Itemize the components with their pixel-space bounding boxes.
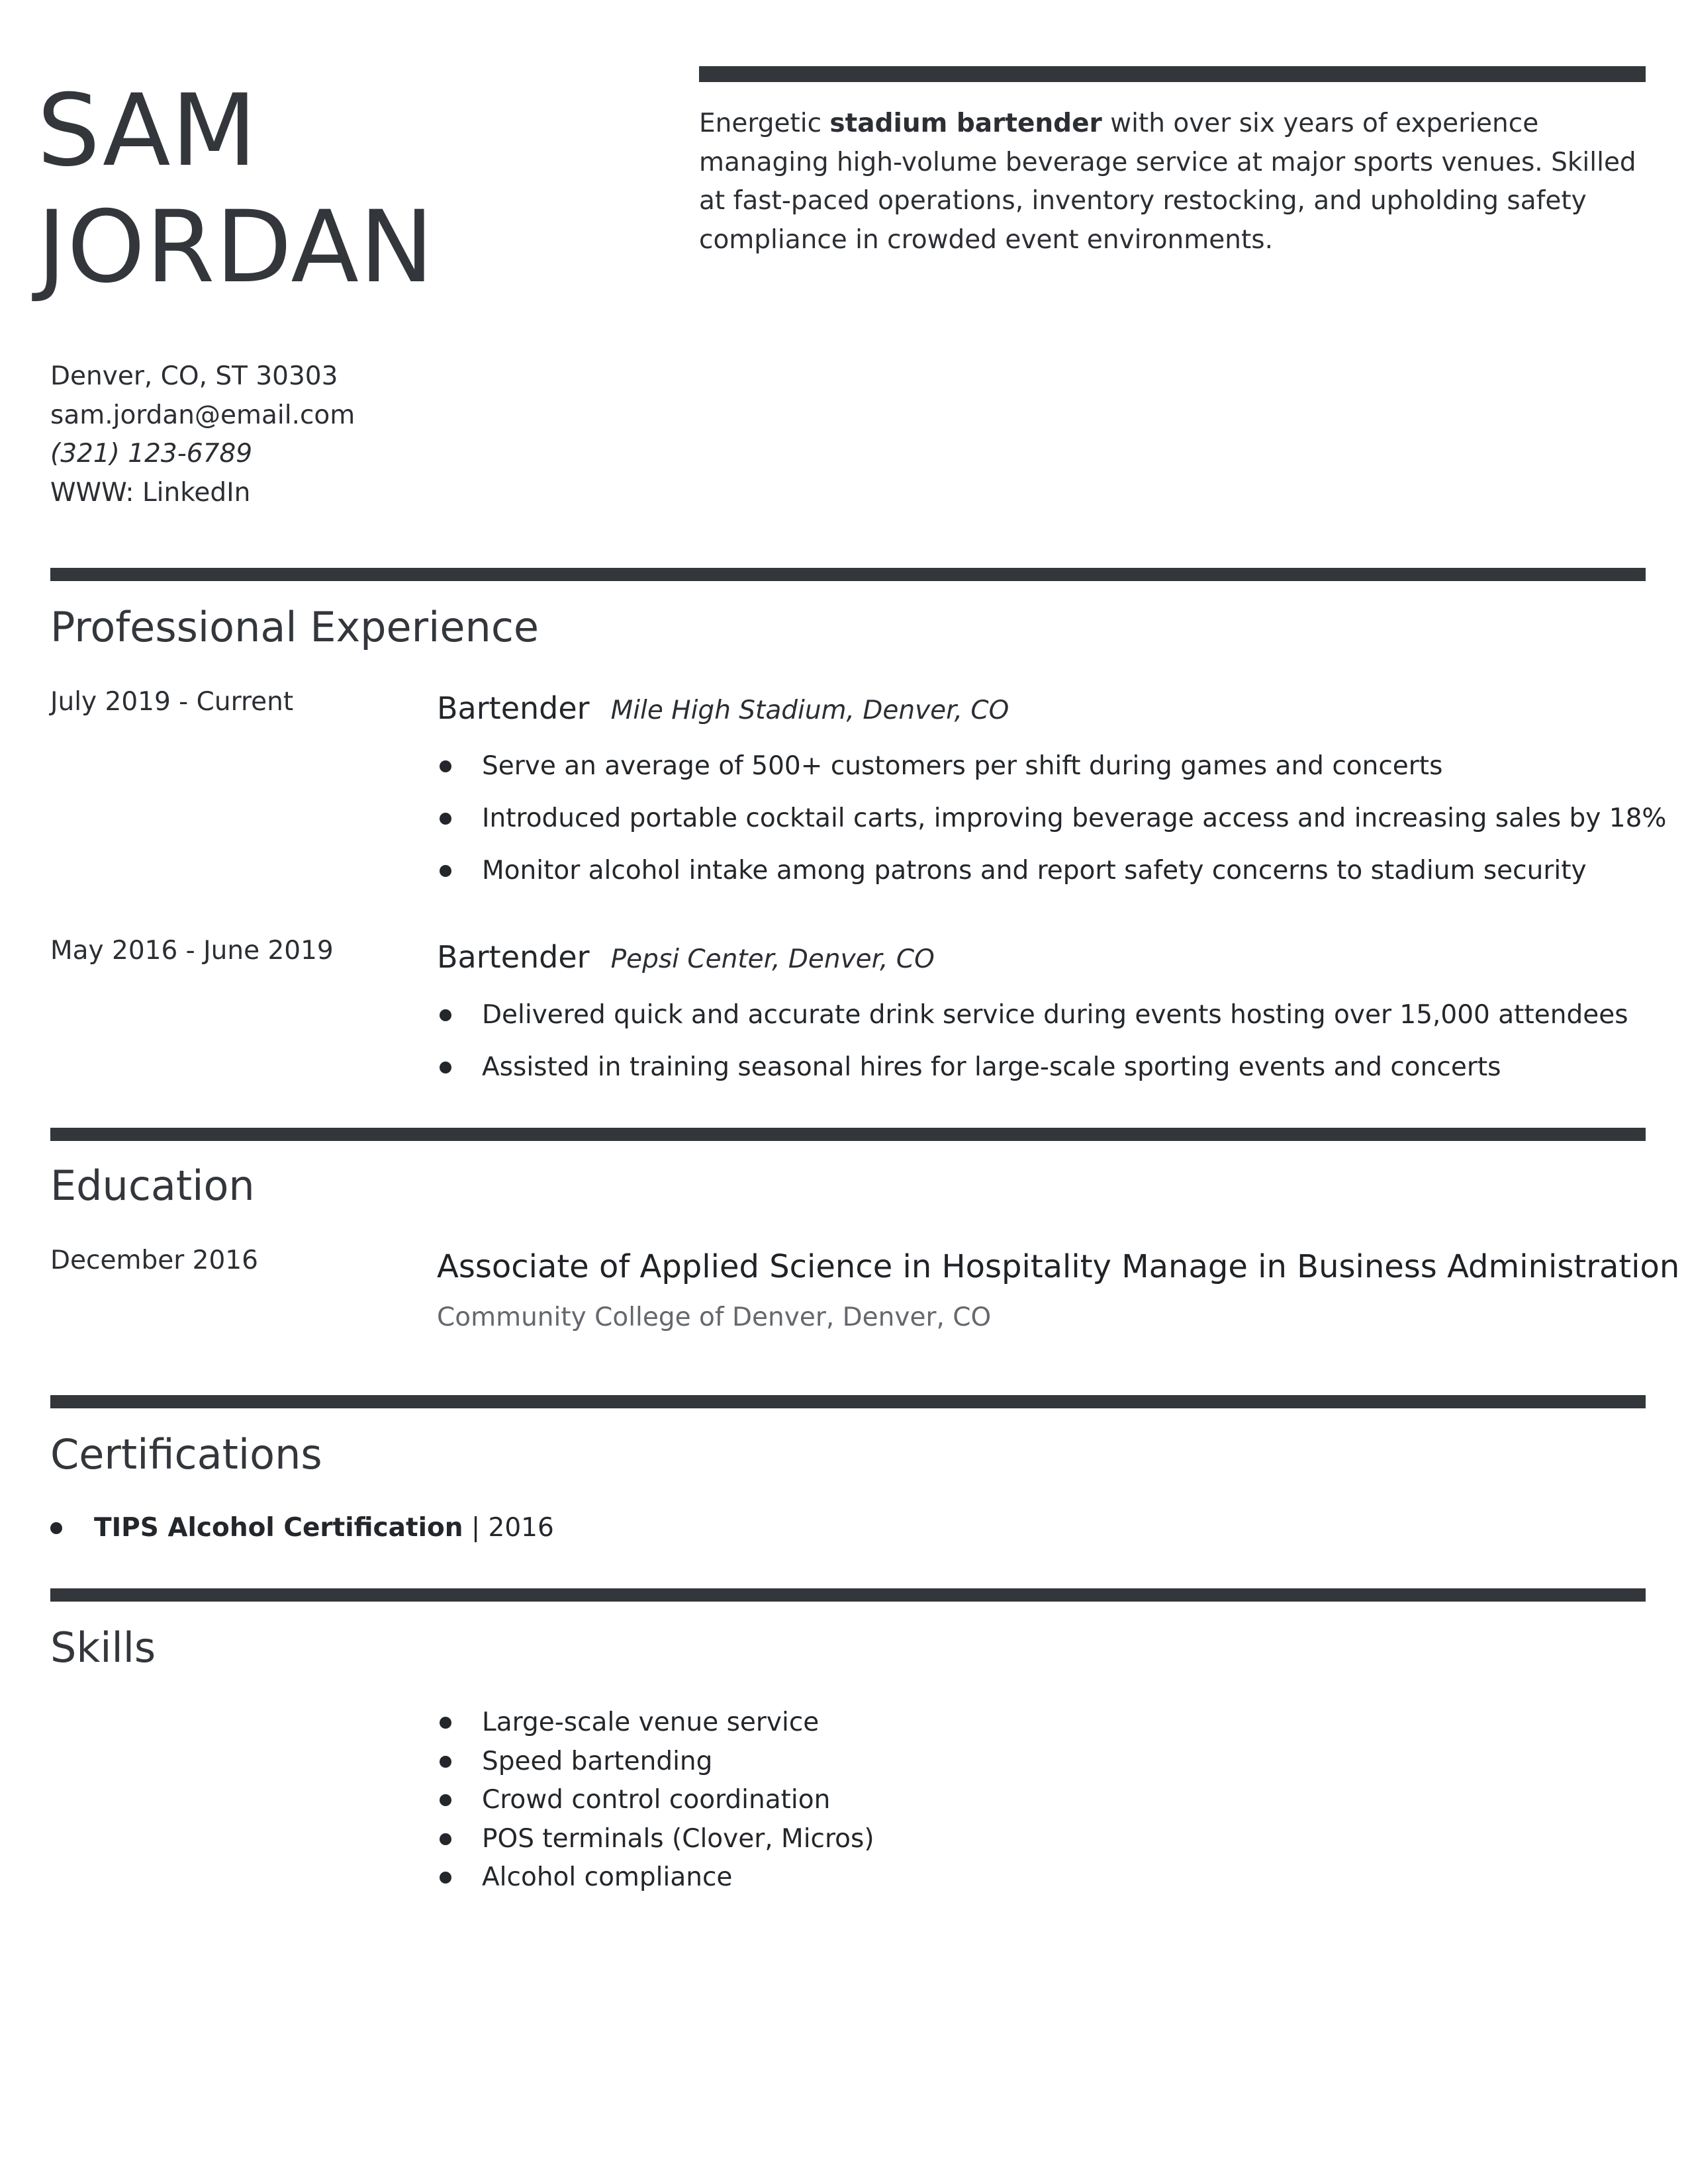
list-item: POS terminals (Clover, Micros) xyxy=(437,1820,1655,1859)
job-2-header xyxy=(437,937,935,979)
skills-rule xyxy=(50,1588,1646,1602)
list-item: Speed bartending xyxy=(437,1743,1655,1782)
contact-website: WWW: LinkedIn xyxy=(50,477,251,508)
summary-top-rule xyxy=(699,66,1646,82)
job-1-role: Bartender xyxy=(437,690,590,726)
list-item: Monitor alcohol intake among patrons and report safety concerns to stadium security xyxy=(437,844,1655,897)
job-2-organization: Pepsi Center, Denver, CO xyxy=(610,944,935,974)
experience-section-title: Professional Experience xyxy=(50,603,539,651)
list-item: Crowd control coordination xyxy=(437,1781,1655,1820)
job-1-header xyxy=(437,688,1009,731)
experience-rule xyxy=(50,568,1646,581)
job-2-dates: May 2016 - June 2019 xyxy=(50,936,334,966)
contact-info xyxy=(50,357,646,512)
education-date: December 2016 xyxy=(50,1246,258,1275)
summary-intro: Energetic xyxy=(699,109,830,138)
education-degree: Associate of Applied Science in Hospitality Manage in Business Administration xyxy=(437,1248,1680,1285)
skills-section-title: Skills xyxy=(50,1623,156,1672)
list-item: Large-scale venue service xyxy=(437,1704,1655,1743)
education-rule xyxy=(50,1128,1646,1141)
certifications-section-title: Certifications xyxy=(50,1430,322,1479)
job-1-bullets xyxy=(437,740,1667,897)
list-item: Assisted in training seasonal hires for large-scale sporting events and concerts xyxy=(437,1041,1655,1093)
certification-year: | 2016 xyxy=(471,1513,554,1543)
list-item: Introduced portable cocktail carts, improving beverage access and increasing sales by 18% xyxy=(437,792,1655,844)
contact-address: Denver, CO, ST 30303 xyxy=(50,361,338,391)
education-section-title: Education xyxy=(50,1161,255,1210)
summary-highlight: stadium bartender xyxy=(829,109,1102,138)
job-1-organization: Mile High Stadium, Denver, CO xyxy=(610,696,1009,725)
candidate-name xyxy=(37,73,633,306)
education-school: Community College of Denver, Denver, CO xyxy=(437,1302,992,1332)
list-item: Alcohol compliance xyxy=(437,1858,1655,1897)
skills-list xyxy=(437,1704,1655,1897)
job-1-dates: July 2019 - Current xyxy=(50,687,294,717)
certifications-rule xyxy=(50,1395,1646,1408)
job-2-role: Bartender xyxy=(437,939,590,975)
first-name: SAM xyxy=(37,73,258,189)
summary-body: with over six years of experience managing high-volume beverage service at major sports venues. Skilled at fast-paced operations, inventory restocking, and upholding safety compliance in crowded event environments. xyxy=(699,109,1636,255)
certification-item xyxy=(50,1509,554,1547)
list-item: Delivered quick and accurate drink service during events hosting over 15,000 attendees xyxy=(437,989,1655,1041)
contact-phone: (321) 123-6789 xyxy=(50,439,253,469)
job-2-bullets xyxy=(437,989,1655,1093)
list-item: Serve an average of 500+ customers per shift during games and concerts xyxy=(437,740,1655,792)
last-name: JORDAN xyxy=(37,190,435,305)
certifications-list xyxy=(50,1509,554,1547)
contact-email: sam.jordan@email.com xyxy=(50,400,355,430)
professional-summary xyxy=(699,105,1646,259)
certification-name: TIPS Alcohol Certification xyxy=(94,1513,463,1543)
